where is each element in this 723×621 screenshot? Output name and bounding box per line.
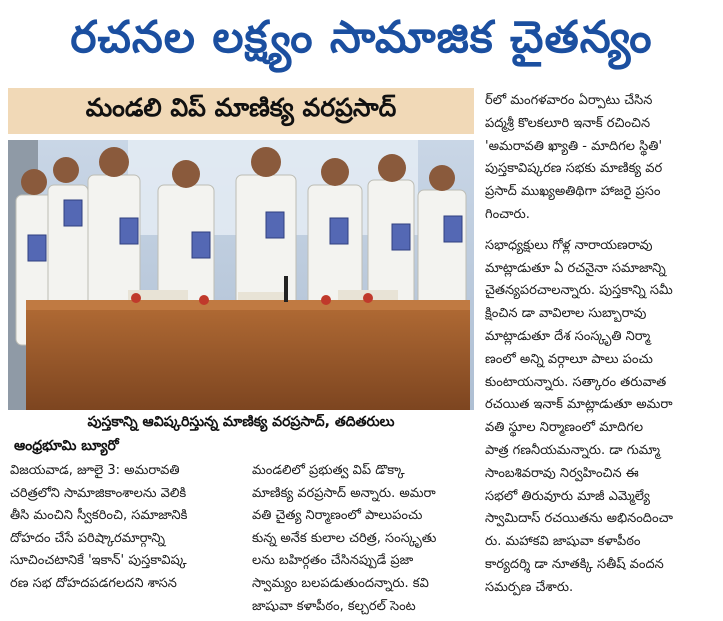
text-line: స్వామ్యం బలపడుతుందన్నారు. కవి — [252, 575, 429, 591]
photo-illustration — [8, 140, 474, 410]
text-line: విజయవాడ, జూలై 3: అమరావతి — [10, 463, 180, 478]
headline: రచనల లక్ష్యం సామాజిక చైతన్యం — [70, 12, 653, 63]
article-column-2 — [252, 460, 478, 618]
text-line: సూచించటానికే 'ఇకాన్' పుస్తకావిష్క — [10, 553, 187, 569]
text-line: మండలిలో ప్రభుత్వ విప్ డొక్కా — [252, 463, 405, 478]
text-line: తీసి మంచిని స్వీకరించి, సమాజానికి — [10, 508, 188, 524]
text-line: రు. మహాకవి జాషువా కళాపీఠం — [485, 534, 641, 550]
text-line: కున్న అనేక కులాల చరిత్ర, సంస్కృతు — [252, 530, 437, 546]
text-line: కార్యదర్శి డా నూతక్కి సతీష్ వందన — [485, 556, 664, 572]
text-line: సభాధ్యక్షులు గోళ్ల నారాయణరావు — [485, 237, 653, 253]
text-line: సభలో తిరువూరు మాజీ ఎమ్మెల్యే — [485, 488, 650, 504]
subheadline: మండలి విప్ మాణిక్య వరప్రసాద్ — [8, 88, 474, 134]
text-line: పుస్తకావిష్కరణ సభకు మాణిక్య వర — [485, 161, 663, 177]
article-column-3 — [485, 90, 717, 600]
text-line: రణ సభ దోహదపడగలదని శాసన — [10, 575, 177, 591]
text-line: పాత్ర గణనీయమన్నారు. డా గుమ్మా — [485, 442, 660, 458]
text-line: రచయిత ఇనాక్ మాట్లాడుతూ అమరా — [485, 397, 673, 413]
article-column-1 — [10, 460, 242, 596]
text-line: పద్మశ్రీ కొలకలూరి ఇనాక్ రచించిన — [485, 115, 651, 131]
text-line: 'అమరావతి ఖ్యాతి - మాదిగల స్థితి' — [485, 138, 663, 154]
byline: ఆంధ్రభూమి బ్యూరో — [14, 438, 119, 454]
text-line: వతి చైత్య నిర్మాణంలో పాలుపంచు — [252, 508, 423, 524]
text-line: దోహదం చేసే పరిష్కారమార్గాన్ని — [10, 530, 165, 546]
text-line: మాట్లాడుతూ దేశ సంస్కృతి నిర్మా — [485, 328, 651, 344]
text-line: స్వామిదాస్ రచయితను అభినందించా — [485, 511, 673, 527]
text-line: సమర్పణ చేశారు. — [485, 579, 574, 595]
text-line: లను బహిర్గతం చేసినప్పుడే ప్రజా — [252, 553, 414, 569]
text-line: ర్‌లో మంగళవారం ఏర్పాటు చేసిన — [485, 93, 653, 108]
text-line: సాంబశివరావు నిర్వహించిన ఈ — [485, 465, 639, 481]
text-line: చైతన్యపరచాలన్నారు. పుస్తకాన్ని సమీ — [485, 283, 673, 299]
text-line: వతి స్థూల నిర్మాణంలో మాదిగల — [485, 420, 644, 436]
text-line: కుంటాయన్నారు. సత్కారం తరువాత — [485, 374, 667, 390]
text-line: గించారు. — [485, 206, 530, 222]
paragraph-gap — [485, 227, 717, 235]
photo-caption: పుస్తకాన్ని ఆవిష్కరిస్తున్న మాణిక్య వరప్రసాద్, తదితరులు — [87, 413, 395, 430]
news-photo — [8, 140, 474, 410]
text-line: జాషువా కళాపీఠం, కల్చరల్ సెంట — [252, 598, 416, 614]
text-line: క్షించిన డా వావిలాల సుబ్బారావు — [485, 306, 647, 322]
text-line: మాట్లాడుతూ ఏ రచనైనా సమాజాన్ని — [485, 260, 666, 276]
text-line: మాణిక్య వరప్రసాద్ అన్నారు. అమరా — [252, 485, 436, 501]
text-line: చరిత్రలోని సామాజికాంశాలను వెలికి — [10, 485, 187, 501]
text-line: ణంలో అన్ని వర్గాలూ పాలు పంచు — [485, 351, 653, 367]
text-line: ప్రసాద్ ముఖ్యఅతిథిగా హాజరై ప్రసం — [485, 184, 661, 200]
